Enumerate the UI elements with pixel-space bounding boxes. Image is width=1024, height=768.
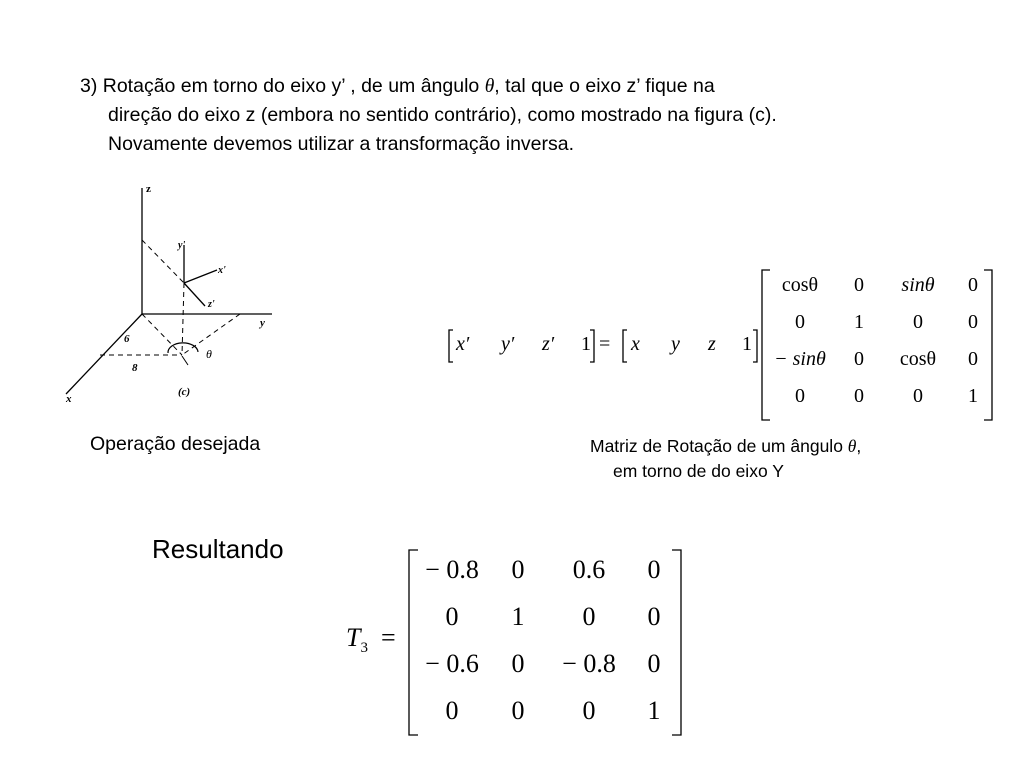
rot-cell: 0 <box>795 311 805 333</box>
result-cell: 0 <box>582 602 596 631</box>
theta-symbol: θ <box>484 76 495 97</box>
lhs-x-prime: x′ <box>456 333 470 355</box>
rot-cell: 1 <box>968 385 978 407</box>
rhs-one: 1 <box>742 333 752 355</box>
result-cell: 0 <box>647 555 661 584</box>
result-cell: 0.6 <box>572 555 606 584</box>
rot-cell: 0 <box>854 348 864 370</box>
rot-cell: 0 <box>795 385 805 407</box>
t3-equals: = <box>381 623 396 652</box>
paragraph-line-3: Novamente devemos utilizar a transformação inversa. <box>108 133 575 155</box>
z-prime-label: z' <box>208 299 215 310</box>
rot-cell: 0 <box>854 274 864 296</box>
x-axis-label: x <box>66 393 72 405</box>
rot-cell: cosθ <box>781 274 819 296</box>
angle-theta-label: θ <box>206 347 212 361</box>
result-cell: 0 <box>445 602 459 631</box>
rot-cell: 0 <box>854 385 864 407</box>
result-cell: − 0.8 <box>562 649 616 678</box>
equation-equals: = <box>599 333 611 355</box>
result-cell: − 0.8 <box>425 555 479 584</box>
rot-cell: 1 <box>854 311 864 333</box>
paragraph-line-1: 3) Rotação em torno do eixo y’ , de um ângulo θ, tal que o eixo z’ fique na <box>80 75 715 97</box>
y-axis-label: y <box>260 317 265 329</box>
rot-cell: 0 <box>913 385 923 407</box>
result-label: Resultando <box>152 534 284 564</box>
t3-subscript: 3 <box>360 640 368 657</box>
rhs-y: y <box>671 333 680 355</box>
z-axis-label: z <box>146 183 151 195</box>
dimension-6: 6 <box>124 333 130 345</box>
rot-cell: cosθ <box>899 348 937 370</box>
dimension-8: 8 <box>132 362 138 374</box>
y-prime-label: y' <box>178 240 186 251</box>
result-cell: 0 <box>511 696 525 725</box>
matrix-caption-line-2: em torno de do eixo Y <box>613 461 784 481</box>
matrix-caption-line-1: Matriz de Rotação de um ângulo θ, <box>590 436 862 456</box>
paragraph-line-2: direção do eixo z (embora no sentido contrário), como mostrado na figura (c). <box>108 104 777 126</box>
rot-cell: − sinθ <box>774 348 826 370</box>
matrix-caption <box>590 434 861 484</box>
lhs-z-prime: z′ <box>542 333 555 355</box>
rotation-matrix <box>764 274 992 422</box>
rhs-z: z <box>708 333 716 355</box>
result-cell: 0 <box>511 649 525 678</box>
result-cell: 0 <box>511 555 525 584</box>
result-cell: 0 <box>445 696 459 725</box>
theta-symbol: θ <box>847 436 857 456</box>
figure-caption: (c) <box>178 386 191 398</box>
lhs-one: 1 <box>581 333 591 355</box>
rot-cell: 0 <box>968 348 978 370</box>
rot-cell: 0 <box>968 311 978 333</box>
result-cell: 1 <box>511 602 525 631</box>
operation-caption: Operação desejada <box>90 433 261 455</box>
rot-cell: sinθ <box>901 274 935 296</box>
result-cell: 0 <box>647 649 661 678</box>
result-matrix <box>414 550 676 738</box>
result-cell: 1 <box>647 696 661 725</box>
rot-cell: 0 <box>968 274 978 296</box>
t3-symbol: $T_3$ <box>346 623 368 657</box>
result-cell: 0 <box>582 696 596 725</box>
rhs-x: x <box>631 333 640 355</box>
lhs-y-prime: y′ <box>501 333 515 355</box>
result-cell: − 0.6 <box>425 649 479 678</box>
rot-cell: 0 <box>913 311 923 333</box>
result-cell: 0 <box>647 602 661 631</box>
x-prime-label: x' <box>218 265 226 276</box>
